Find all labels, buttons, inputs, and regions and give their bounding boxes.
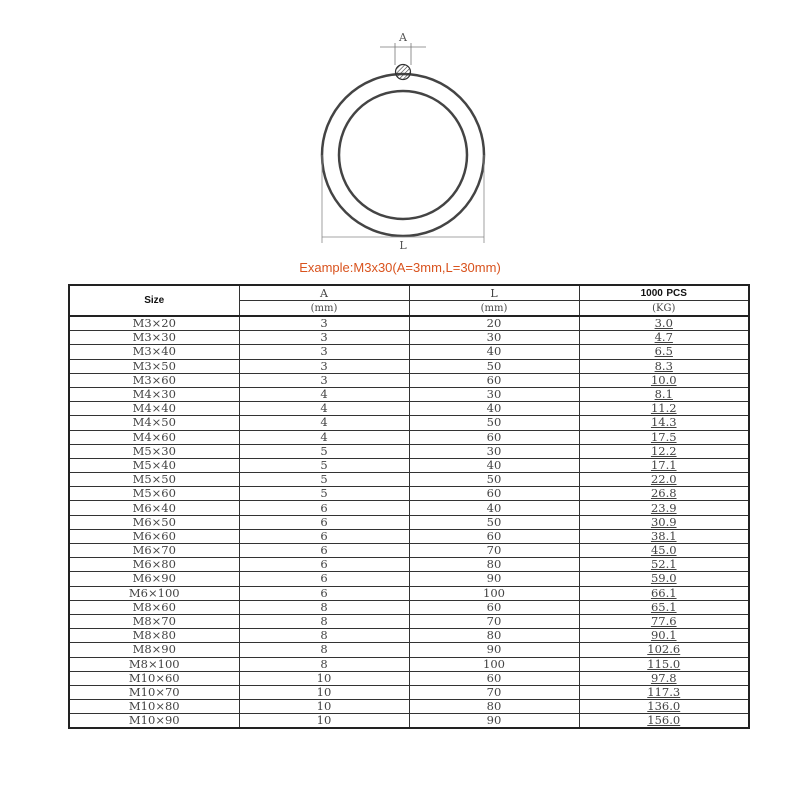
cell-size: M10×70 — [69, 685, 239, 699]
cell-a: 6 — [239, 501, 409, 515]
table-row — [69, 316, 749, 331]
cell-l: 50 — [409, 515, 579, 529]
cell-weight: 23.9 — [579, 501, 749, 515]
table-row — [69, 643, 749, 657]
cell-l: 30 — [409, 331, 579, 345]
cell-weight: 26.8 — [579, 487, 749, 501]
cell-weight: 102.6 — [579, 643, 749, 657]
cell-a: 4 — [239, 387, 409, 401]
cell-size: M4×50 — [69, 416, 239, 430]
cell-a: 6 — [239, 572, 409, 586]
cell-a: 8 — [239, 643, 409, 657]
table-row — [69, 614, 749, 628]
table-row — [69, 416, 749, 430]
cell-weight: 117.3 — [579, 685, 749, 699]
table-row — [69, 629, 749, 643]
cell-size: M6×90 — [69, 572, 239, 586]
cell-size: M3×30 — [69, 331, 239, 345]
cell-a: 4 — [239, 402, 409, 416]
cell-size: M6×100 — [69, 586, 239, 600]
cell-a: 4 — [239, 430, 409, 444]
table-row — [69, 373, 749, 387]
cell-weight: 12.2 — [579, 444, 749, 458]
cell-size: M10×80 — [69, 700, 239, 714]
cell-a: 8 — [239, 600, 409, 614]
cell-weight: 77.6 — [579, 614, 749, 628]
cell-a: 6 — [239, 529, 409, 543]
cell-a: 6 — [239, 515, 409, 529]
ring-inner — [339, 91, 467, 219]
cell-size: M8×90 — [69, 643, 239, 657]
table-row — [69, 501, 749, 515]
cell-l: 30 — [409, 387, 579, 401]
dim-a-label: A — [399, 31, 407, 44]
table-row — [69, 544, 749, 558]
cell-size: M8×100 — [69, 657, 239, 671]
cell-weight: 17.5 — [579, 430, 749, 444]
cell-weight: 115.0 — [579, 657, 749, 671]
example-caption: Example:M3x30(A=3mm,L=30mm) — [299, 260, 501, 275]
cell-a: 3 — [239, 331, 409, 345]
cell-size: M8×80 — [69, 629, 239, 643]
table-row — [69, 458, 749, 472]
cell-size: M5×50 — [69, 473, 239, 487]
cell-size: M3×50 — [69, 359, 239, 373]
cell-size: M6×80 — [69, 558, 239, 572]
cell-size: M10×90 — [69, 714, 239, 729]
header-weight-qty: 1000 — [640, 288, 663, 299]
cell-size: M3×20 — [69, 316, 239, 331]
cell-a: 10 — [239, 671, 409, 685]
table-row — [69, 572, 749, 586]
cell-l: 50 — [409, 359, 579, 373]
table-row — [69, 359, 749, 373]
cell-weight: 52.1 — [579, 558, 749, 572]
table-row — [69, 657, 749, 671]
cell-a: 10 — [239, 714, 409, 729]
table-row — [69, 700, 749, 714]
dim-l-label: L — [399, 239, 407, 252]
table-row — [69, 387, 749, 401]
cell-l: 40 — [409, 501, 579, 515]
table-row — [69, 685, 749, 699]
ring-diagram — [300, 25, 500, 260]
cell-a: 3 — [239, 359, 409, 373]
cell-weight: 90.1 — [579, 629, 749, 643]
cell-l: 90 — [409, 714, 579, 729]
cell-size: M5×60 — [69, 487, 239, 501]
cell-a: 3 — [239, 345, 409, 359]
cell-size: M3×40 — [69, 345, 239, 359]
cell-size: M3×60 — [69, 373, 239, 387]
cell-l: 40 — [409, 345, 579, 359]
table-row — [69, 671, 749, 685]
cell-l: 60 — [409, 487, 579, 501]
cell-size: M4×60 — [69, 430, 239, 444]
cell-a: 6 — [239, 558, 409, 572]
header-l-unit: (mm) — [409, 301, 579, 317]
table-row — [69, 487, 749, 501]
cell-weight: 14.3 — [579, 416, 749, 430]
cell-a: 10 — [239, 685, 409, 699]
table-row — [69, 444, 749, 458]
cell-weight: 65.1 — [579, 600, 749, 614]
cell-weight: 17.1 — [579, 458, 749, 472]
table-row — [69, 430, 749, 444]
table-row — [69, 345, 749, 359]
cell-size: M6×70 — [69, 544, 239, 558]
cell-l: 60 — [409, 373, 579, 387]
cell-l: 90 — [409, 572, 579, 586]
cell-a: 8 — [239, 629, 409, 643]
cell-weight: 66.1 — [579, 586, 749, 600]
cell-size: M4×40 — [69, 402, 239, 416]
cell-a: 10 — [239, 700, 409, 714]
cell-l: 50 — [409, 416, 579, 430]
cell-l: 70 — [409, 685, 579, 699]
header-a: A — [239, 285, 409, 301]
cell-size: M6×50 — [69, 515, 239, 529]
header-weight-unit: (KG) — [579, 301, 749, 317]
header-l: L — [409, 285, 579, 301]
cell-weight: 8.3 — [579, 359, 749, 373]
cell-a: 5 — [239, 487, 409, 501]
cell-weight: 11.2 — [579, 402, 749, 416]
cell-l: 70 — [409, 614, 579, 628]
cell-a: 5 — [239, 444, 409, 458]
cell-a: 5 — [239, 473, 409, 487]
cell-size: M4×30 — [69, 387, 239, 401]
cell-a: 8 — [239, 657, 409, 671]
cell-size: M8×60 — [69, 600, 239, 614]
cell-l: 80 — [409, 558, 579, 572]
cell-weight: 38.1 — [579, 529, 749, 543]
cell-weight: 30.9 — [579, 515, 749, 529]
cell-weight: 4.7 — [579, 331, 749, 345]
table-row — [69, 586, 749, 600]
cell-l: 90 — [409, 643, 579, 657]
cell-size: M8×70 — [69, 614, 239, 628]
cell-l: 100 — [409, 586, 579, 600]
cell-l: 30 — [409, 444, 579, 458]
header-weight — [579, 285, 749, 301]
cell-weight: 156.0 — [579, 714, 749, 729]
cell-weight: 10.0 — [579, 373, 749, 387]
cell-size: M10×60 — [69, 671, 239, 685]
table-row — [69, 402, 749, 416]
cell-weight: 8.1 — [579, 387, 749, 401]
cell-weight: 136.0 — [579, 700, 749, 714]
header-a-unit: (mm) — [239, 301, 409, 317]
table-row — [69, 473, 749, 487]
cell-weight: 3.0 — [579, 316, 749, 331]
cell-a: 3 — [239, 316, 409, 331]
header-weight-pcs: PCS — [666, 288, 687, 299]
cell-a: 3 — [239, 373, 409, 387]
cell-l: 70 — [409, 544, 579, 558]
cross-section — [396, 65, 411, 80]
table-row — [69, 529, 749, 543]
cell-l: 60 — [409, 430, 579, 444]
cell-l: 40 — [409, 402, 579, 416]
size-table — [68, 284, 750, 729]
cell-size: M5×40 — [69, 458, 239, 472]
cell-a: 6 — [239, 586, 409, 600]
cell-l: 100 — [409, 657, 579, 671]
cell-a: 8 — [239, 614, 409, 628]
table-row — [69, 558, 749, 572]
cell-size: M5×30 — [69, 444, 239, 458]
cell-size: M6×60 — [69, 529, 239, 543]
cell-l: 50 — [409, 473, 579, 487]
table-row — [69, 515, 749, 529]
header-size: Size — [69, 285, 239, 316]
cell-weight: 45.0 — [579, 544, 749, 558]
cell-weight: 59.0 — [579, 572, 749, 586]
table-row — [69, 600, 749, 614]
cell-a: 6 — [239, 544, 409, 558]
cell-weight: 22.0 — [579, 473, 749, 487]
cell-l: 20 — [409, 316, 579, 331]
cell-weight: 97.8 — [579, 671, 749, 685]
cell-weight: 6.5 — [579, 345, 749, 359]
cell-l: 80 — [409, 700, 579, 714]
cell-l: 60 — [409, 671, 579, 685]
cell-l: 60 — [409, 529, 579, 543]
table-row — [69, 714, 749, 729]
cell-l: 40 — [409, 458, 579, 472]
cell-l: 80 — [409, 629, 579, 643]
table-row — [69, 331, 749, 345]
cell-size: M6×40 — [69, 501, 239, 515]
cell-a: 4 — [239, 416, 409, 430]
ring-outer — [322, 74, 484, 236]
cell-l: 60 — [409, 600, 579, 614]
cell-a: 5 — [239, 458, 409, 472]
